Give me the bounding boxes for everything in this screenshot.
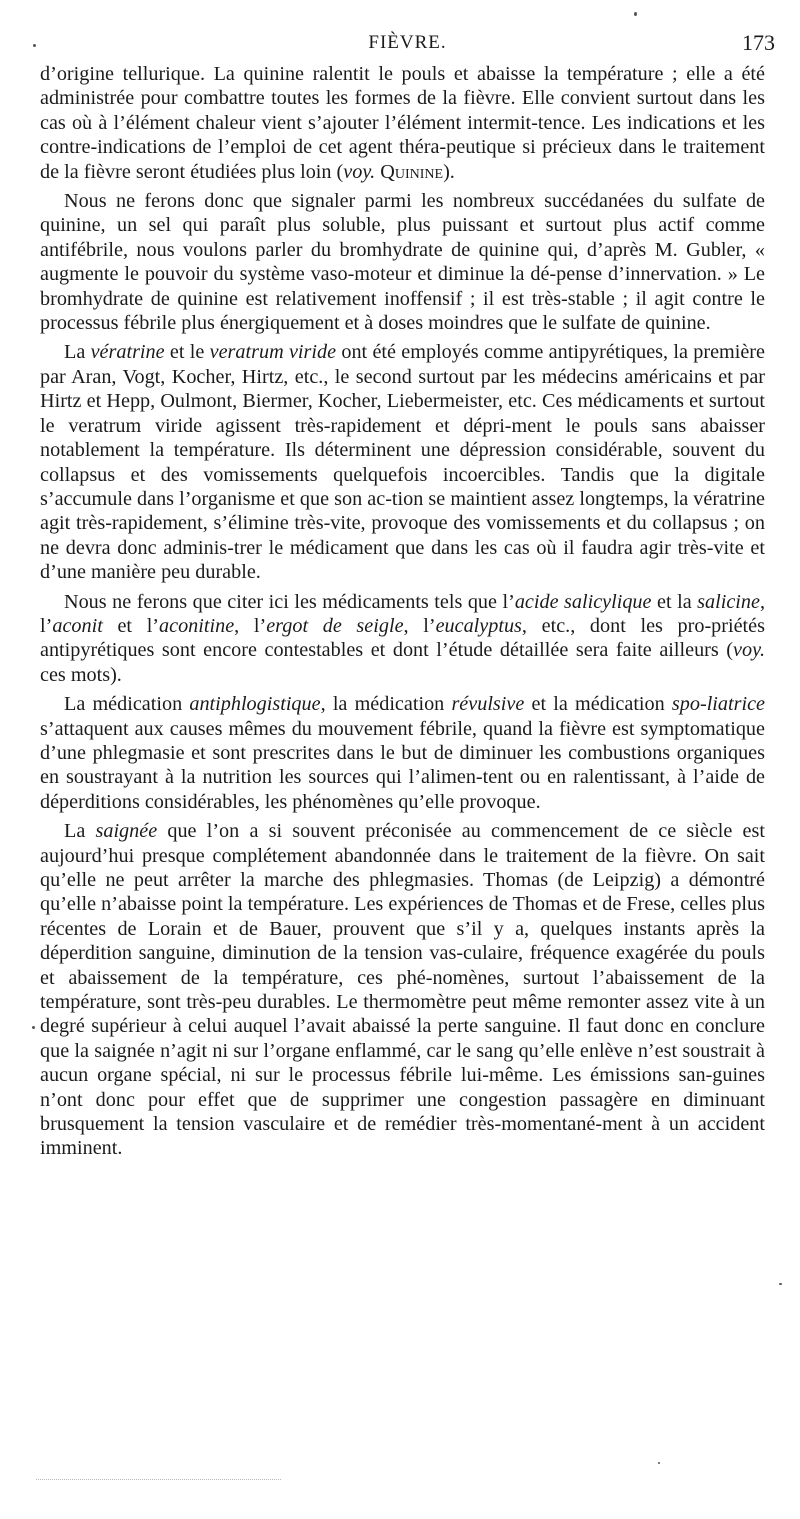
italic-term: salicine xyxy=(697,590,760,613)
italic-term: eucalyptus xyxy=(435,614,522,637)
text-segment: et l’ xyxy=(102,614,160,637)
italic-term: acide salicylique xyxy=(514,590,652,613)
text-segment: La médication xyxy=(64,693,190,716)
body-text xyxy=(40,62,765,1161)
text-segment: ). xyxy=(443,160,455,183)
text-segment: et le xyxy=(164,341,210,364)
text-segment: ont été employés comme antipyrétiques, la première par Aran, Vogt, Kocher, Hirtz, etc., le second surtout par les médecins américains et par Hirtz et Hepp, Oulmont, Biermer, Kocher, Liebermeister, etc. Ces médicaments et surtout le veratrum viride agissent très-rapidement et dépri-ment le pouls sans abaisser notablement la température. Ils déterminent une dépression considérable, souvent du collapsus et des vomissements quelquefois incoercibles. Tandis que la digitale s’accumule dans l’organisme et que son ac-tion se maintient assez longtemps, la vératrine agit très-rapidement, s’élimine très-vite, provoque des vomissements et du collapsus ; on ne devra donc adminis-trer le médicament que dans les cas où il faudra agir très-vite et d’une manière peu durable. xyxy=(40,341,765,584)
text-segment: , l’ xyxy=(234,614,267,637)
running-title: FIÈVRE. xyxy=(368,32,447,53)
text-segment: , etc., dont les pro-priétés antipyrétiques sont encore contestables et dont l’étude détaillée sera faite ailleurs ( xyxy=(40,614,765,662)
text-segment: , l’ xyxy=(40,590,765,637)
italic-term: ergot de seigle xyxy=(266,614,404,637)
italic-term: vératrine xyxy=(90,341,165,364)
italic-term: voy. xyxy=(733,639,765,662)
text-segment: s’attaquent aux causes mêmes du mouvement fébrile, quand la fièvre est symptomatique d’une phlegmasie et sont prescrites dans le but de diminuer les combustions organiques en soustrayant à la nutrition les sources qui l’alimen-tent ou en ralentissant, à l’aide de déperditions considérables, les phénomènes qu’elle provoque. xyxy=(40,717,765,813)
scan-speck xyxy=(33,44,36,47)
text-segment: Nous ne ferons que citer ici les médicaments tels que l’ xyxy=(64,590,515,613)
paragraph xyxy=(40,590,765,688)
text-segment: ces mots). xyxy=(40,663,122,686)
text-segment: et la médication xyxy=(524,693,672,716)
text-segment: d’origine tellurique. La quinine ralentit le pouls et abaisse la température ; elle a été administrée pour combattre toutes les formes de la fièvre. Elle convient surtout dans les cas où à l’élément chaleur vient s’ajouter l’élément intermit-tence. Les indications et les contre-indications de l’emploi de cet agent théra-peutique si précieux dans le traitement de la fièvre seront étudiées plus loin ( xyxy=(40,63,765,183)
paragraph xyxy=(40,62,765,184)
text-segment: que l’on a si souvent préconisée au commencement de ce siècle est aujourd’hui presque complétement abandonnée dans le traitement de la fièvre. On sait qu’elle ne peut arrêter la marche des phlegmasies. Thomas (de Leipzig) a démontré qu’elle n’abaisse point la température. Les expériences de Thomas et de Frese, celles plus récentes de Lorain et de Bauer, prouvent que s’il y a, quelques instants après la déperdition sanguine, diminution de la tension vas-culaire, fréquence exagérée du pouls et abaissement de la température, ces phé-nomènes, surtout l’abaissement de la température, sont très-peu durables. Le thermomètre peut même remonter assez vite à un degré supérieur à celui auquel l’avait abaissé la perte sanguine. Il faut donc en conclure que la saignée n’agit ni sur l’organe enflammé, car le sang qu’elle enlève n’est soustrait à aucun organe spécial, ni sur le processus fébrile lui-même. Les émissions san-guines n’ont donc pour effet que de supprimer une congestion passagère en diminuant brusquement la tension vasculaire et de remédier très-momentané-ment à un accident imminent. xyxy=(40,820,765,1160)
scan-speck xyxy=(32,1026,35,1029)
text-segment: , la médication xyxy=(320,693,452,716)
text-segment: Nous ne ferons donc que signaler parmi les nombreux succédanées du sulfate de quinine, un sel qui paraît plus soluble, plus puissant et surtout plus actif comme antifébrile, nous voulons parler du bromhydrate de quinine qui, d’après M. Gubler, « augmente le pouvoir du système vaso-moteur et diminue la dé-pense d’innervation. » Le bromhydrate de quinine est relativement inoffensif ; il est très-stable ; il agit contre le processus fébrile plus énergiquement et à doses moindres que le sulfate de quinine. xyxy=(40,190,765,335)
text-segment: La xyxy=(64,341,91,364)
italic-term: voy. xyxy=(343,160,376,183)
italic-term: spo-liatrice xyxy=(671,693,765,716)
small-caps-reference: Quinine xyxy=(380,160,444,183)
paragraph xyxy=(40,819,765,1161)
italic-term: aconit xyxy=(52,614,103,637)
paragraph xyxy=(40,340,765,584)
scan-speck xyxy=(658,1462,660,1464)
page-number: 173 xyxy=(742,30,775,55)
scan-speck xyxy=(634,12,637,16)
text-segment: , l’ xyxy=(403,614,436,637)
running-head xyxy=(40,30,775,60)
italic-term: saignée xyxy=(95,820,158,843)
italic-term: révulsive xyxy=(451,693,525,716)
scan-speck xyxy=(779,1283,782,1285)
scan-artifact xyxy=(36,1479,281,1482)
italic-term: aconitine xyxy=(159,614,235,637)
text-segment: et la xyxy=(651,590,698,613)
italic-term: antiphlogistique xyxy=(189,693,321,716)
paragraph xyxy=(40,189,765,335)
text-segment: La xyxy=(64,820,96,843)
italic-term: veratrum viride xyxy=(209,341,337,364)
paragraph xyxy=(40,692,765,814)
